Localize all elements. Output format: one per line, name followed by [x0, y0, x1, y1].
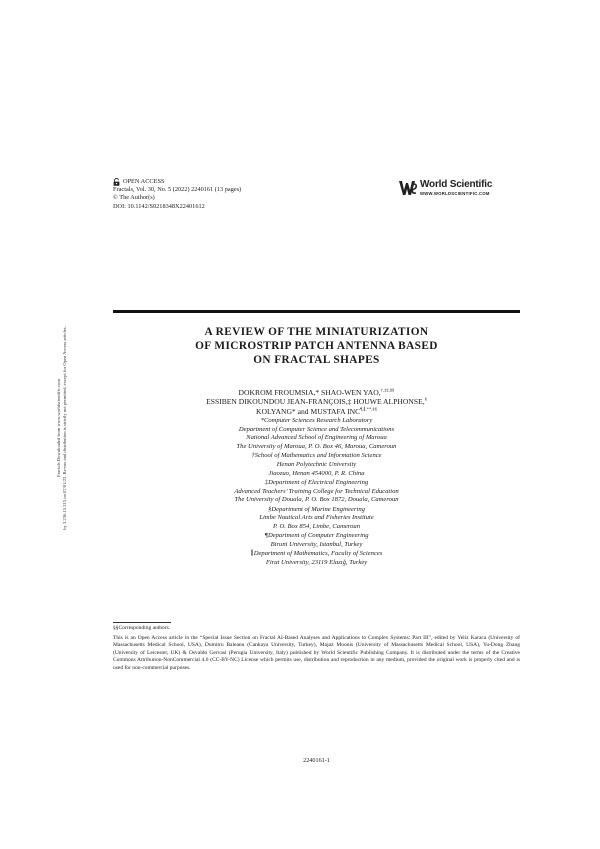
world-scientific-logo: [398, 178, 514, 200]
publisher-name: World Scientific: [420, 179, 493, 190]
article-title: [113, 325, 520, 367]
watermark-line-1: Fractals Downloaded from www.worldscientific.com: [56, 379, 61, 477]
author-line-3-marks: ¶,∥,**,§§: [360, 406, 377, 412]
affiliations: [113, 417, 520, 568]
journal-meta: [113, 178, 241, 211]
affiliation-line: Limbe Nautical Arts and Fisheries Institute: [259, 514, 374, 522]
affiliation-line: ∥Department of Mathematics, Faculty of Sciences: [250, 550, 383, 558]
affiliation-line: Advanced Teachers’ Training College for Technical Education: [234, 487, 399, 495]
author-line-3-text: KOLYANG* and MUSTAFA INC: [255, 406, 361, 416]
affiliation-5: [113, 532, 520, 549]
author-line-2-marks: §: [424, 396, 427, 402]
publisher-tagline: WWW.WORLDSCIENTIFIC.COM: [420, 191, 490, 196]
open-access-line: [113, 178, 241, 186]
author-line-1-marks: †,‡‡,§§: [380, 387, 395, 393]
header-rule: [113, 310, 520, 313]
affiliation-line: Henan Polytechnic University: [276, 461, 357, 469]
journal-citation: Fractals, Vol. 30, No. 5 (2022) 2240161 (13 pages): [113, 186, 242, 194]
affiliation-line: *Computer Sciences Research Laboratory: [260, 417, 373, 424]
open-access-label: OPEN ACCESS: [123, 178, 165, 185]
title-line-2: OF MICROSTRIP PATCH ANTENNA BASED: [195, 340, 438, 352]
watermark-line-2: by 3.236.15.215 on 07/01/22. Re-use and distribution is strictly not permitted, except for Open Access articles.: [62, 326, 67, 530]
affiliation-line: The University of Maroua, P. O. Box 46, Maroua, Cameroun: [236, 443, 397, 451]
author-line-1: [113, 388, 520, 397]
title-line-1: A REVIEW OF THE MINIATURIZATION: [204, 326, 429, 338]
author-line-2: [113, 397, 520, 406]
footnote: [113, 625, 520, 673]
world-scientific-emblem-icon: [398, 178, 418, 198]
page-number: 2240161-1: [303, 757, 330, 764]
affiliation-line: §Department of Marine Engineering: [268, 505, 365, 513]
affiliation-line: Department of Computer Science and Telecommunications: [238, 425, 395, 433]
affiliation-line: ‡Department of Electrical Engineering: [264, 478, 369, 486]
affiliation-4: [113, 506, 520, 532]
affiliation-line: National Advanced School of Engineering of Maroua: [246, 434, 387, 442]
author-line-3: [113, 407, 520, 416]
affiliation-line: Biruni University, Istanbul, Turkey: [270, 540, 363, 548]
download-watermark: [56, 248, 68, 608]
affiliation-2: [113, 452, 520, 478]
title-line-3: ON FRACTAL SHAPES: [253, 354, 380, 366]
affiliation-line: †School of Mathematics and Information Science: [251, 452, 382, 460]
author-line-1-text: DOKROM FROUMSIA,* SHAO-WEN YAO,: [238, 388, 381, 397]
affiliation-6: [113, 550, 520, 567]
affiliation-line: The University of Douala, P. O. Box 1872, Douala, Cameroun: [234, 496, 399, 504]
open-access-license-note: This is an Open Access article in the “Special Issue Section on Fractal AI-Based Analyses and Applications to Complex Systems: Part III”, edited by Yeliz Karaca (University of Massachusetts Medical School, USA), Dumitru Baleanu (Cankaya University, Turkey), Majaz Moonis (University of Massachusetts Medical School, USA), Yu-Dong Zhang (University of Leicester, UK) & Osvaldo Gervasi (Perugia University, Italy) published by World Scientific Publishing Company. It is distributed under the terms of the Creative Commons Attribution-NonCommercial 4.0 (CC-BY-NC) License which permits use, distribution and reproduction in any medium, provided the original work is properly cited and is used for non-commercial purposes.: [113, 634, 520, 671]
author-line-2-text: ESSIBEN DIKOUNDOU JEAN-FRANÇOIS,‡ HOUWE ALPHONSE,: [206, 397, 425, 407]
affiliation-line: P. O. Box 854, Limbe, Cameroun: [273, 522, 360, 530]
affiliation-line: ¶Department of Computer Engineering: [264, 532, 369, 540]
author-list: [113, 388, 520, 416]
corresponding-authors-note: §§Corresponding authors.: [113, 625, 171, 631]
affiliation-line: Jiaozuo, Henan 454000, P. R. China: [268, 469, 365, 477]
copyright-line: © The Author(s): [113, 194, 155, 202]
doi-link[interactable]: DOI: 10.1142/S0218348X22401612: [113, 202, 205, 210]
affiliation-1: [113, 417, 520, 452]
affiliation-line: Firat University, 23119 Elazığ, Turkey: [265, 558, 368, 566]
footnote-rule: [113, 622, 171, 623]
open-access-lock-icon: [113, 178, 120, 186]
affiliation-3: [113, 479, 520, 505]
